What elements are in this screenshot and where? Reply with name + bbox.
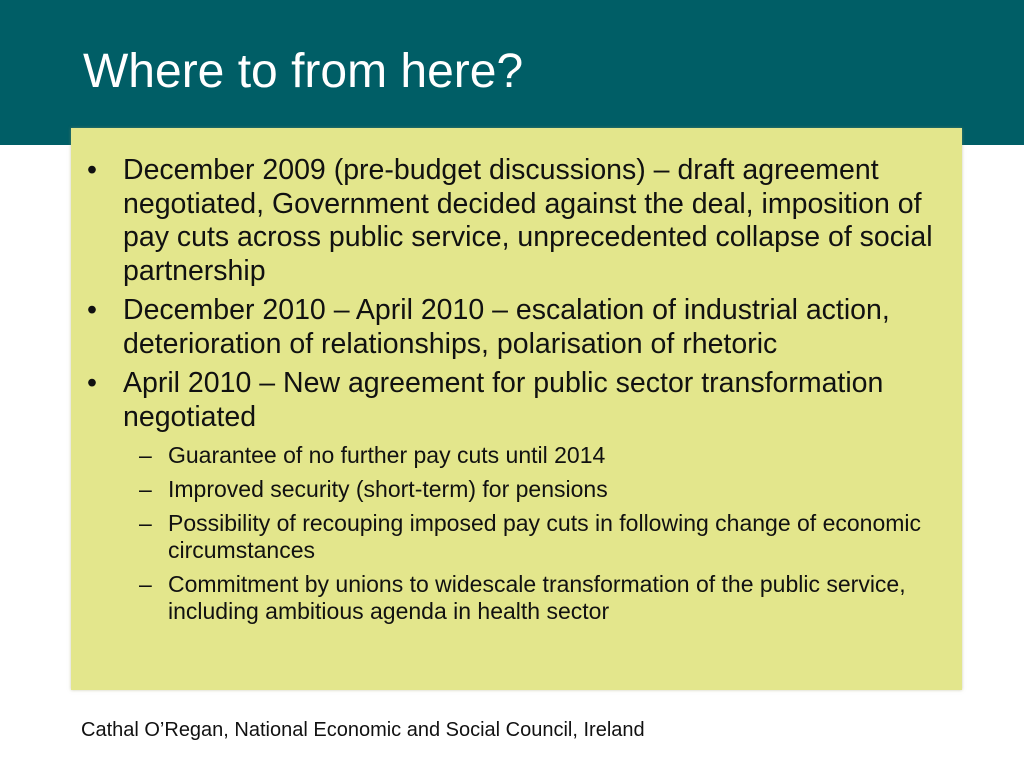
bullet-marker: • [87, 154, 97, 186]
sub-bullet-list [123, 442, 951, 625]
sub-bullet-text: Possibility of recouping imposed pay cuts in following change of economic circumstances [168, 510, 922, 563]
sub-bullet-text: Guarantee of no further pay cuts until 2014 [168, 442, 606, 468]
bullet-list [71, 154, 951, 632]
footer-credit: Cathal O’Regan, National Economic and Social Council, Ireland [81, 719, 645, 741]
sub-bullet-marker: – [139, 442, 152, 468]
bullet-marker: • [87, 367, 97, 399]
bullet-marker: • [87, 294, 97, 326]
sub-bullet-item [123, 442, 951, 469]
title-bar [0, 0, 1024, 145]
sub-bullet-marker: – [139, 510, 152, 536]
bullet-item [71, 154, 951, 288]
bullet-text: December 2010 – April 2010 – escalation of industrial action, deterioration of relationships, polarisation of rhetoric [123, 294, 890, 360]
sub-bullet-text: Commitment by unions to widescale transformation of the public service, including ambitious agenda in health sector [168, 571, 906, 624]
sub-bullet-item [123, 476, 951, 503]
content-panel [71, 128, 962, 690]
sub-bullet-item [123, 571, 951, 625]
slide-title: Where to from here? [83, 45, 524, 98]
sub-bullet-marker: – [139, 476, 152, 502]
bullet-item [71, 367, 951, 625]
sub-bullet-item [123, 510, 951, 564]
sub-bullet-marker: – [139, 571, 152, 597]
bullet-text: December 2009 (pre-budget discussions) – draft agreement negotiated, Government decided against the deal, imposition of pay cuts across public service, unprecedented collapse of social partnership [123, 154, 933, 287]
bullet-text: April 2010 – New agreement for public sector transformation negotiated [123, 367, 884, 433]
sub-bullet-text: Improved security (short-term) for pensions [168, 476, 608, 502]
bullet-item [71, 294, 951, 361]
